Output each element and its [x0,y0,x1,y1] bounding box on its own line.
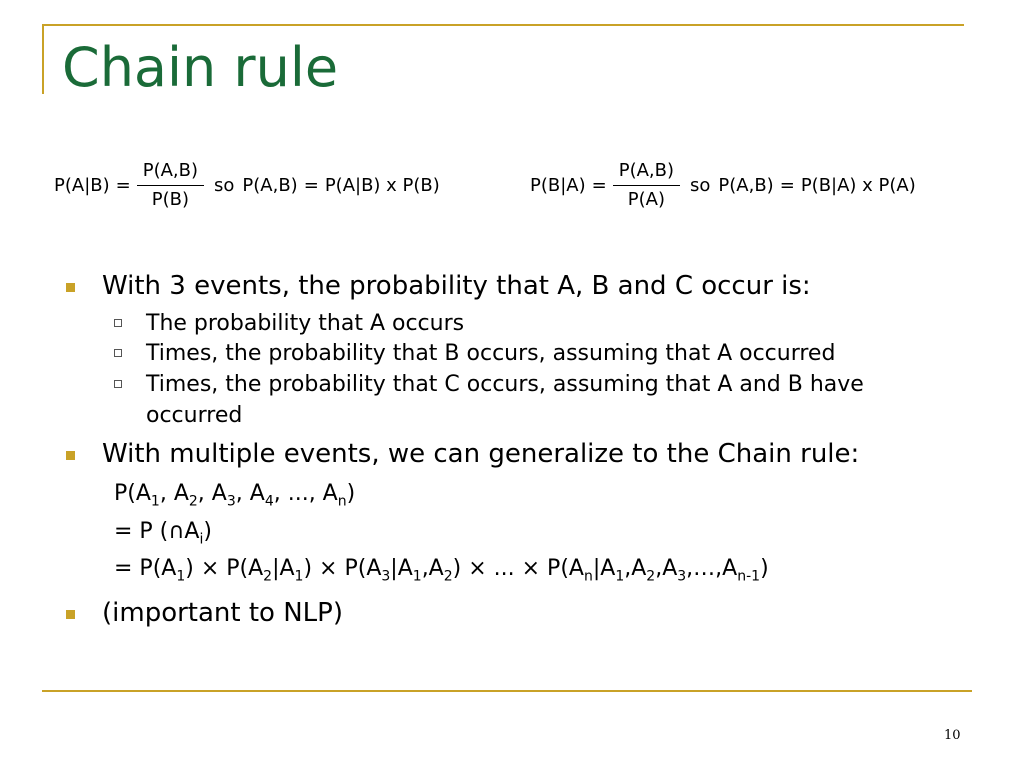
chain-rule-equations [114,476,960,588]
intersection-symbol: ∩ [168,518,185,544]
slide-title: Chain rule [62,36,339,99]
formula-fraction [613,162,680,209]
bullet-text: With 3 events, the probability that A, B and C occur is: [102,271,811,301]
page-number: 10 [944,728,961,743]
formula-bayes-a-given-b [54,162,440,209]
bullet-item [60,597,960,630]
formula-bayes-b-given-a [530,162,916,209]
formula-equals: = [591,174,607,196]
square-bullet-icon [66,283,75,292]
sub-bullet-text: The probability that A occurs [146,310,465,336]
formula-rhs-left: P(A,B) [718,174,774,196]
formula-denominator: P(B) [151,189,189,210]
frame-left-line [42,24,44,94]
sub-bullet-list [102,309,960,432]
formula-fraction [137,162,204,209]
formula-lhs: P(B|A) [530,174,586,196]
sub-bullet-text: Times, the probability that B occurs, assuming that A occurred [146,341,836,367]
bullet-item [60,270,960,303]
formula-rhs-left: P(A,B) [242,174,298,196]
bullet-text: (important to NLP) [102,597,343,628]
square-bullet-icon [66,451,75,460]
formula-equals: = [115,174,131,196]
square-bullet-icon [66,610,75,619]
bullet-list [60,270,960,635]
sub-bullet-item [102,309,946,340]
formula-denominator: P(A) [627,189,665,210]
equation-line-2: = P $(\cap A_i)$ [114,518,212,548]
formula-rhs-equals: = [779,174,795,196]
formula-so: so [214,174,235,196]
sub-bullet-item [102,339,946,370]
formula-rhs-equals: = [303,174,319,196]
bullet-text: With multiple events, we can generalize to the Chain rule: [102,438,860,469]
hollow-square-bullet-icon [114,349,122,357]
formula-numerator: P(A,B) [137,162,204,186]
formula-numerator: P(A,B) [613,162,680,186]
hollow-square-bullet-icon [114,380,122,388]
sub-bullet-item [102,370,946,432]
bullet-item [60,438,960,471]
equation-line-3: = $P(A_1) \times P(A_2|A_1) \times P(A_3|A_1,A_2)$ × ... × $P(A_n|A_1,A_2,A_3,\dots,A_{n-1})$ [114,556,769,585]
frame-top-line [42,24,964,26]
formula-so: so [690,174,711,196]
formula-rhs-right: P(A|B) x P(B) [324,174,440,196]
formula-rhs-right: P(B|A) x P(A) [800,174,916,196]
formula-lhs: P(A|B) [54,174,110,196]
hollow-square-bullet-icon [114,319,122,327]
sub-bullet-text: Times, the probability that C occurs, assuming that A and B have occurred [146,372,864,428]
frame-bottom-line [42,690,972,692]
equation-line-1: $P(A_1$, $A_2$, $A_3$, $A_4$, ..., $A_n$) [114,481,356,510]
